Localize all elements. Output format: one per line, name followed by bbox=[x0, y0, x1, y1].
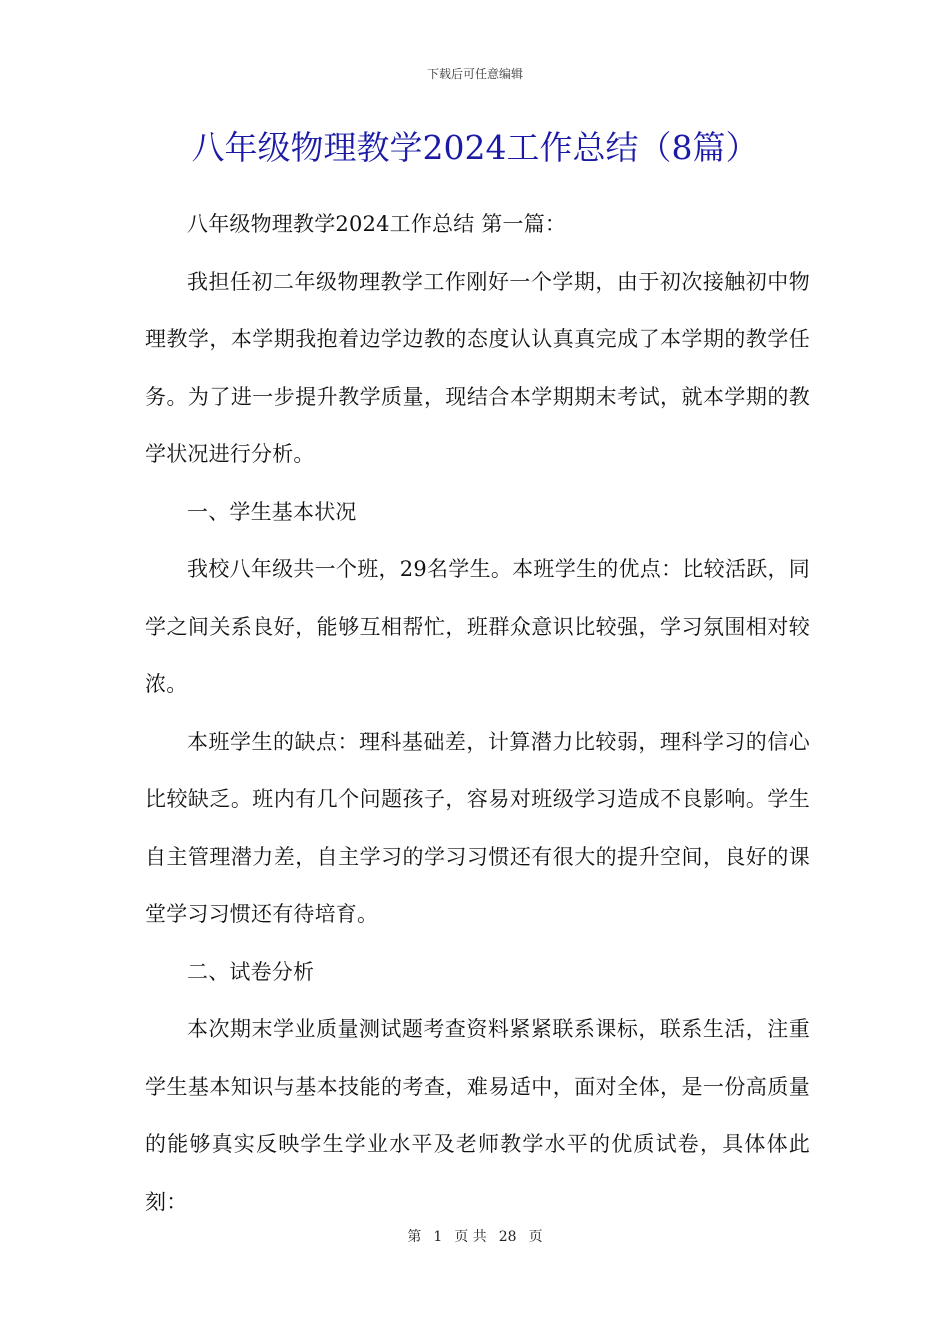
document-title: 八年级物理教学2024工作总结（8篇） bbox=[191, 128, 759, 167]
footer-page-number: 1 bbox=[433, 1229, 443, 1245]
paragraph-intro: 我担任初二年级物理教学工作刚好一个学期，由于初次接触初中物理教学，本学期我抱着边学边教的态度认认真真完成了本学期的教学任务。为了进一步提升教学质量，现结合本学期期末考试，就本学期的教学状况进行分析。 bbox=[145, 269, 810, 466]
paragraph-student-strengths: 我校八年级共一个班，29名学生。本班学生的优点：比较活跃，同学之间关系良好，能够互相帮忙，班群众意识比较强，学习氛围相对较浓。 bbox=[145, 557, 810, 696]
section-heading-students: 一、学生基本状况 bbox=[187, 499, 357, 524]
footer-prefix: 第 bbox=[407, 1229, 422, 1245]
footer-suffix: 页 bbox=[528, 1229, 543, 1245]
footer-mid: 页 共 bbox=[454, 1229, 487, 1245]
paragraph-exam-analysis: 本次期末学业质量测试题考查资料紧紧联系课标，联系生活，注重学生基本知识与基本技能的考查，难易适中，面对全体，是一份高质量的能够真实反映学生学业水平及老师教学水平的优质试卷，具体体此刻： bbox=[145, 1017, 810, 1214]
paragraph-student-weaknesses: 本班学生的缺点：理科基础差，计算潜力比较弱，理科学习的信心比较缺乏。班内有几个问题孩子，容易对班级学习造成不良影响。学生自主管理潜力差，自主学习的学习习惯还有很大的提升空间，良好的课堂学习习惯还有待培育。 bbox=[145, 729, 810, 926]
footer-page-total: 28 bbox=[498, 1229, 517, 1245]
section-heading-first: 八年级物理教学2024工作总结 第一篇： bbox=[187, 212, 567, 236]
header-note: 下载后可任意编辑 bbox=[426, 67, 523, 81]
page-footer bbox=[0, 1228, 950, 1246]
section-heading-exam: 二、试卷分析 bbox=[187, 959, 315, 984]
document-body bbox=[145, 196, 810, 1231]
